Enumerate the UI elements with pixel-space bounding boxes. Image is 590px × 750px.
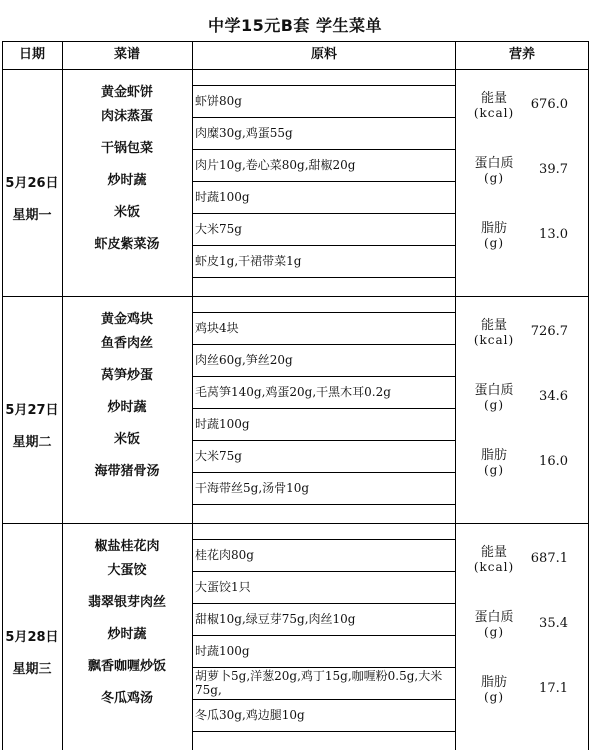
ingredient-text: 大蛋饺1只 <box>195 580 251 594</box>
ingredient-row-line <box>192 245 455 246</box>
nutrition-value: 676.0 <box>530 97 568 112</box>
ingredient-row-line <box>192 539 455 540</box>
nutrition-name: 能量 <box>480 318 507 333</box>
ingredient-row-line <box>192 344 455 345</box>
nutrition-unit: (g) <box>483 236 505 250</box>
dish-name: 米饭 <box>113 205 140 220</box>
menu-table <box>2 41 589 750</box>
dish-name: 黄金虾饼 <box>100 85 153 100</box>
nutrition-value: 13.0 <box>539 227 568 242</box>
nutrition-name: 能量 <box>480 545 507 560</box>
ingredient-row-line <box>192 667 455 668</box>
nutrition-unit: (g) <box>483 398 505 412</box>
ingredient-text: 鸡块4块 <box>195 321 239 335</box>
ingredient-row-line <box>192 181 455 182</box>
dish-name: 虾皮紫菜汤 <box>94 237 160 252</box>
ingredient-text: 大米75g <box>195 449 242 463</box>
nutrition-unit: (g) <box>483 690 505 704</box>
dish-name: 莴笋炒蛋 <box>100 368 153 383</box>
ingredient-text: 甜椒10g,绿豆芽75g,肉丝10g <box>195 612 356 626</box>
ingredient-text: 肉糜30g,鸡蛋55g <box>195 126 293 140</box>
nutrition-name: 蛋白质 <box>474 610 514 625</box>
ingredient-text: 时蔬100g <box>195 190 250 204</box>
nutrition-name: 脂肪 <box>480 448 507 463</box>
dish-name: 炒时蔬 <box>107 400 147 415</box>
nutrition-name: 脂肪 <box>480 675 507 690</box>
dish-name: 肉沫蒸蛋 <box>100 109 153 124</box>
day-date: 5月28日 <box>5 630 59 645</box>
ingredient-text: 干海带丝5g,汤骨10g <box>195 481 310 495</box>
ingredient-row-line <box>192 731 455 732</box>
dish-name: 米饭 <box>113 432 140 447</box>
column-line-3 <box>455 41 456 750</box>
ingredient-text: 冬瓜30g,鸡边腿10g <box>195 708 305 722</box>
header-nutrition: 营养 <box>508 47 535 62</box>
table-top-border <box>2 41 589 42</box>
ingredient-text: 时蔬100g <box>195 417 250 431</box>
ingredient-text: 肉片10g,卷心菜80g,甜椒20g <box>195 158 356 172</box>
dish-name: 干锅包菜 <box>100 141 153 156</box>
day-weekday: 星期一 <box>12 208 52 223</box>
ingredient-row-line <box>192 213 455 214</box>
nutrition-name: 蛋白质 <box>474 156 514 171</box>
ingredient-text: 时蔬100g <box>195 644 250 658</box>
day-weekday: 星期三 <box>12 662 52 677</box>
ingredient-row-line <box>192 472 455 473</box>
nutrition-value: 35.4 <box>539 616 568 631</box>
nutrition-name: 脂肪 <box>480 221 507 236</box>
nutrition-value: 687.1 <box>530 551 568 566</box>
dish-name: 黄金鸡块 <box>100 312 153 327</box>
ingredient-row-line <box>192 603 455 604</box>
ingredient-text: 虾饼80g <box>195 94 242 108</box>
ingredient-row-line <box>192 117 455 118</box>
nutrition-value: 16.0 <box>539 454 568 469</box>
dish-name: 飘香咖喱炒饭 <box>87 659 166 674</box>
nutrition-value: 34.6 <box>539 389 568 404</box>
nutrition-name: 蛋白质 <box>474 383 514 398</box>
ingredient-row-line <box>192 440 455 441</box>
nutrition-value: 39.7 <box>539 162 568 177</box>
dish-name: 炒时蔬 <box>107 173 147 188</box>
dish-name: 大蛋饺 <box>107 563 147 578</box>
ingredient-text: 大米75g <box>195 222 242 236</box>
dish-name: 翡翠银芽肉丝 <box>87 595 166 610</box>
dish-name: 冬瓜鸡汤 <box>100 691 153 706</box>
ingredient-row-line <box>192 504 455 505</box>
ingredient-row-line <box>192 149 455 150</box>
ingredient-row-line <box>192 408 455 409</box>
nutrition-value: 17.1 <box>539 681 568 696</box>
ingredient-text: 肉丝60g,笋丝20g <box>195 353 293 367</box>
page-title: 中学15元B套 学生菜单 <box>207 16 383 35</box>
day-date: 5月26日 <box>5 176 59 191</box>
nutrition-value: 726.7 <box>530 324 568 339</box>
ingredient-row-line <box>192 312 455 313</box>
ingredient-text: 毛莴笋140g,鸡蛋20g,干黑木耳0.2g <box>195 385 391 399</box>
day-date: 5月27日 <box>5 403 59 418</box>
ingredient-row-line <box>192 376 455 377</box>
header-menu: 菜谱 <box>113 47 140 62</box>
dish-name: 炒时蔬 <box>107 627 147 642</box>
column-line-2 <box>192 41 193 750</box>
ingredient-text: 胡萝卜5g,洋葱20g,鸡丁15g,咖喱粉0.5g,大米75g, <box>195 669 443 697</box>
dish-name: 椒盐桂花肉 <box>94 539 160 554</box>
ingredient-row-line <box>192 699 455 700</box>
ingredient-text: 桂花肉80g <box>195 548 254 562</box>
column-line-4 <box>588 41 589 750</box>
nutrition-unit: (g) <box>483 463 505 477</box>
nutrition-unit: (kcal) <box>473 560 515 574</box>
ingredient-row-line <box>192 277 455 278</box>
day-weekday: 星期二 <box>12 435 52 450</box>
header-bottom-border <box>2 69 589 70</box>
header-date: 日期 <box>18 47 45 62</box>
day-separator <box>2 523 589 524</box>
day-separator <box>2 296 589 297</box>
nutrition-unit: (kcal) <box>473 106 515 120</box>
header-ingredients: 原料 <box>310 47 337 62</box>
dish-name: 鱼香肉丝 <box>100 336 153 351</box>
dish-name: 海带猪骨汤 <box>94 464 160 479</box>
nutrition-name: 能量 <box>480 91 507 106</box>
ingredient-row-line <box>192 635 455 636</box>
ingredient-row-line <box>192 85 455 86</box>
nutrition-unit: (kcal) <box>473 333 515 347</box>
ingredient-row-line <box>192 571 455 572</box>
nutrition-unit: (g) <box>483 625 505 639</box>
ingredient-text: 虾皮1g,干裙带菜1g <box>195 254 302 268</box>
nutrition-unit: (g) <box>483 171 505 185</box>
